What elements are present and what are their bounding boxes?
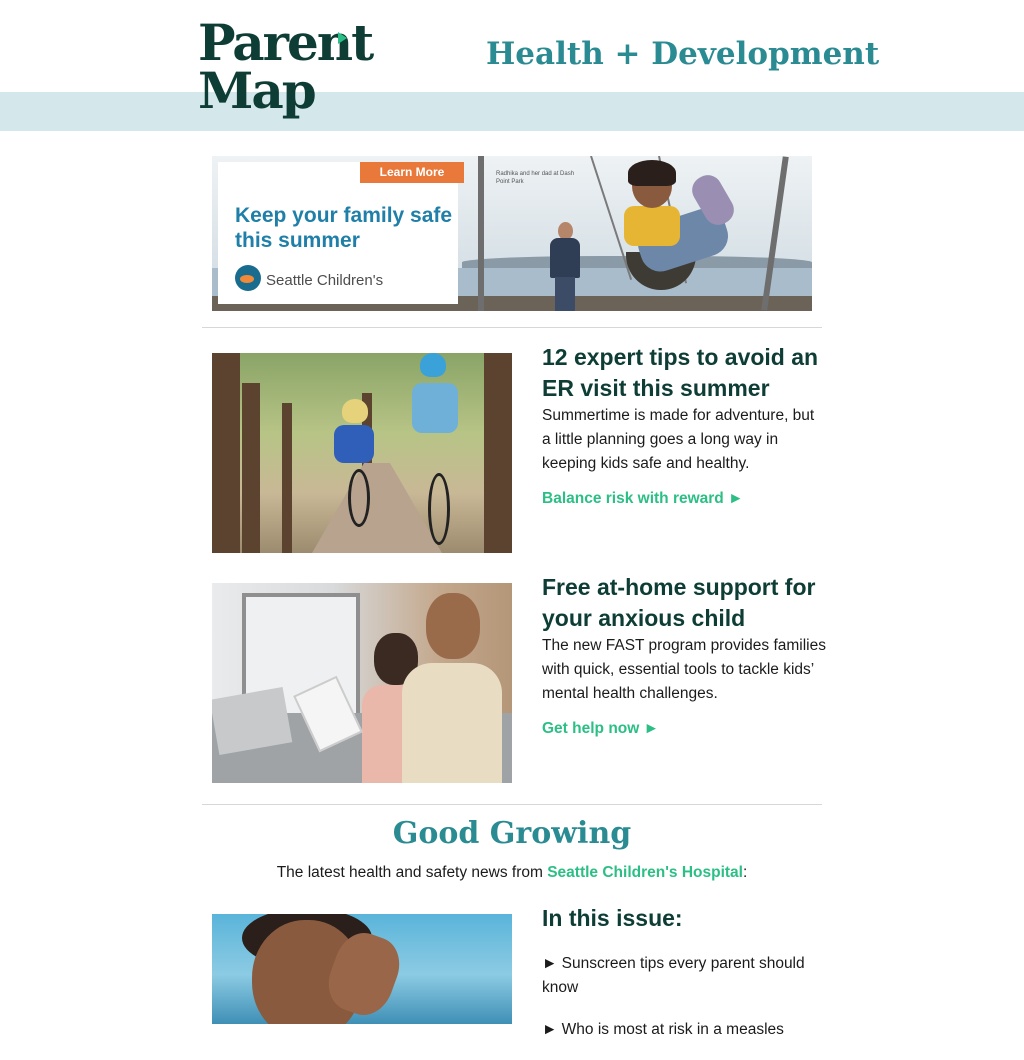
ad-child-on-swing [602,164,762,304]
good-growing-intro [200,862,824,884]
seattle-childrens-link[interactable]: Seattle Children's Hospital [547,864,743,881]
ad-headline: Keep your family safe this summer [235,204,453,252]
issue-item[interactable]: ► Who is most at risk in a measles [542,1021,784,1038]
article-1-summary: Summertime is made for adventure, but a little planning goes a long way in keeping kids safe and healthy. [542,407,815,472]
logo-word-parent: Parent [198,13,373,72]
parentmap-logo[interactable] [198,13,373,122]
divider [202,804,822,805]
article-2-link[interactable]: Get help now ► [542,720,659,737]
logo-flag-icon [338,32,347,44]
swing-post [478,156,484,311]
in-this-issue-heading: In this issue: [542,905,683,931]
logo-word-map: Map [198,61,315,120]
ad-photo-caption: Radhika and her dad at Dash Point Park [496,171,575,185]
intro-colon: : [742,864,748,881]
sponsor-ad-banner[interactable] [212,156,812,311]
article-2-photo[interactable] [212,583,512,783]
divider [202,327,822,328]
newsletter-section-title: Health + Development [486,36,880,72]
intro-text: The latest health and safety news from [276,864,548,881]
article-1-photo[interactable] [212,353,512,553]
issue-list [542,952,827,1060]
article-2-summary: The new FAST program provides families with quick, essential tools to tackle kids’ mental health challenges. [542,637,826,702]
article-1-link[interactable]: Balance risk with reward ► [542,490,744,507]
header-band [0,92,1024,131]
seattle-childrens-logo-icon [235,265,261,291]
ad-learn-more-button[interactable]: Learn More [360,162,464,183]
good-growing-heading: Good Growing [392,816,632,851]
ad-text-card [218,162,458,304]
issue-item[interactable]: ► Sunscreen tips every parent should know [542,955,805,996]
article-2-title[interactable]: Free at-home support for your anxious child [542,574,816,631]
issue-photo[interactable] [212,914,512,1024]
article-1-title[interactable]: 12 expert tips to avoid an ER visit this summer [542,344,819,401]
ad-sponsor-name: Seattle Children's [266,272,384,289]
email-header [0,0,1024,131]
ad-father-figure [548,222,582,311]
